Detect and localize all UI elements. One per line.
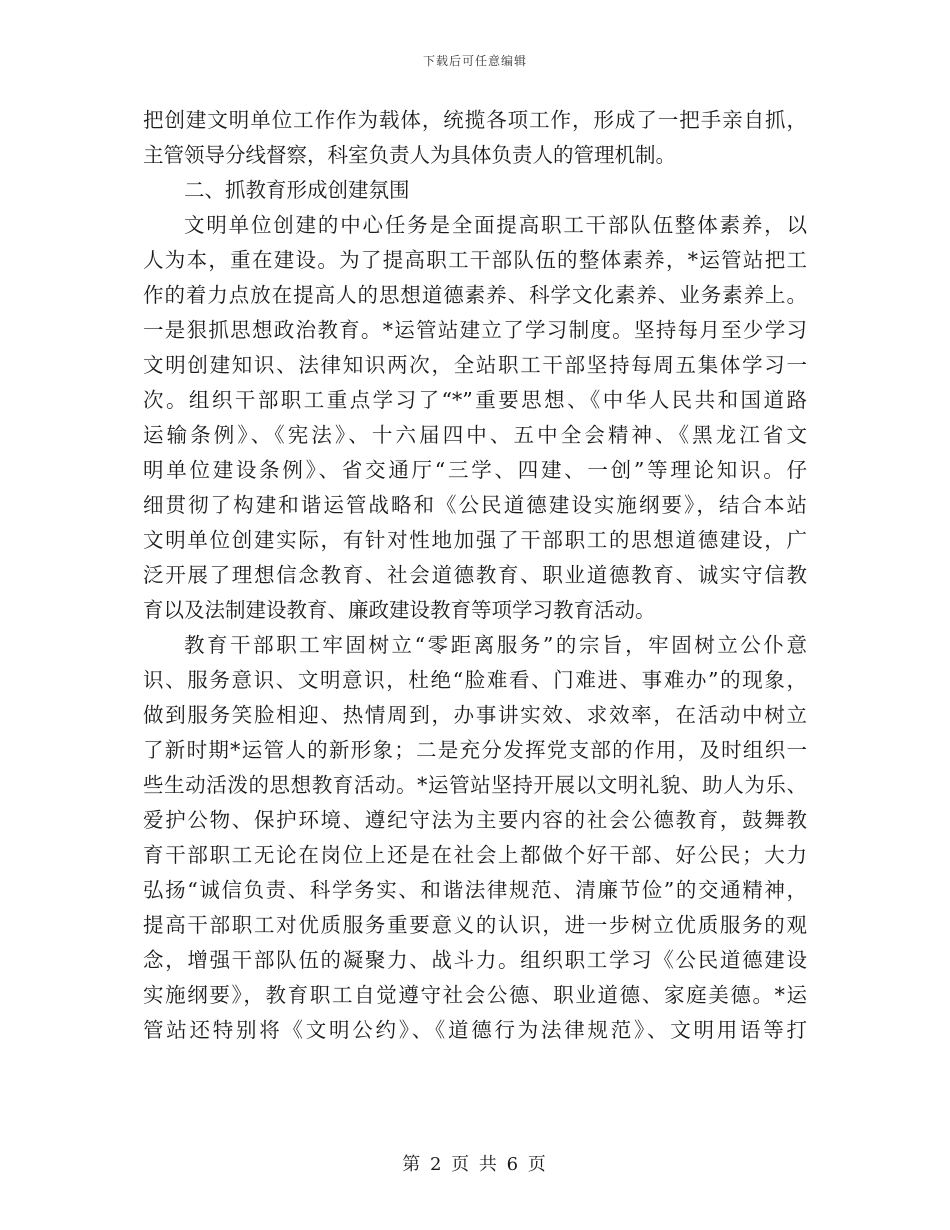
body-line: 泛开展了理想信念教育、社会道德教育、职业道德教育、诚实守信教 [143, 563, 807, 587]
body-line: 细贯彻了构建和谐运管战略和《公民道德建设实施纲要》，结合本站 [143, 493, 807, 517]
body-line: 做到服务笑脸相迎、热情周到，办事讲实效、求效率，在活动中树立 [143, 703, 807, 727]
body-line: 提高干部职工对优质服务重要意义的认识，进一步树立优质服务的观 [143, 913, 807, 937]
page-number: 第 2 页 共 6 页 [402, 1154, 548, 1175]
body-line: 文明单位创建的中心任务是全面提高职工干部队伍整体素养，以 [184, 213, 807, 237]
body-line: 作的着力点放在提高人的思想道德素养、科学文化素养、业务素养上。 [143, 283, 807, 307]
section-heading: 二、抓教育形成创建氛围 [184, 178, 410, 202]
body-line: 主管领导分线督察，科室负责人为具体负责人的管理机制。 [143, 143, 676, 167]
body-line: 文明创建知识、法律知识两次，全站职工干部坚持每周五集体学习一 [143, 353, 807, 377]
body-line: 育干部职工无论在岗位上还是在社会上都做个好干部、好公民；大力 [143, 843, 807, 867]
body-line: 文明单位创建实际，有针对性地加强了干部职工的思想道德建设，广 [143, 528, 807, 552]
body-line: 教育干部职工牢固树立“零距离服务”的宗旨，牢固树立公仆意 [184, 633, 807, 657]
body-line: 次。组织干部职工重点学习了“*”重要思想、《中华人民共和国道路 [143, 388, 807, 412]
body-line: 念，增强干部队伍的凝聚力、战斗力。组织职工学习《公民道德建设 [143, 948, 807, 972]
body-line: 弘扬“诚信负责、科学务实、和谐法律规范、清廉节俭”的交通精神， [143, 878, 807, 902]
body-line: 育以及法制建设教育、廉政建设教育等项学习教育活动。 [143, 598, 656, 622]
body-line: 一是狠抓思想政治教育。*运管站建立了学习制度。坚持每月至少学习 [143, 318, 807, 342]
page-header-note: 下载后可任意编辑 [422, 54, 527, 68]
document-body [143, 103, 807, 1048]
body-line: 识、服务意识、文明意识，杜绝“脸难看、门难进、事难办”的现象， [143, 668, 807, 692]
body-line: 人为本，重在建设。为了提高职工干部队伍的整体素养，*运管站把工 [143, 248, 807, 272]
body-line: 实施纲要》，教育职工自觉遵守社会公德、职业道德、家庭美德。*运 [143, 983, 807, 1007]
body-line: 管站还特别将《文明公约》、《道德行为法律规范》、文明用语等打 [143, 1018, 807, 1042]
body-line: 明单位建设条例》、省交通厅“三学、四建、一创”等理论知识。仔 [143, 458, 807, 482]
body-line: 些生动活泼的思想教育活动。*运管站坚持开展以文明礼貌、助人为乐、 [143, 773, 807, 797]
body-line: 把创建文明单位工作作为载体，统揽各项工作，形成了一把手亲自抓， [143, 108, 807, 132]
body-line: 了新时期*运管人的新形象；二是充分发挥党支部的作用，及时组织一 [143, 738, 807, 762]
body-line: 运输条例》、《宪法》、十六届四中、五中全会精神、《黑龙江省文 [143, 423, 807, 447]
body-line: 爱护公物、保护环境、遵纪守法为主要内容的社会公德教育，鼓舞教 [143, 808, 807, 832]
